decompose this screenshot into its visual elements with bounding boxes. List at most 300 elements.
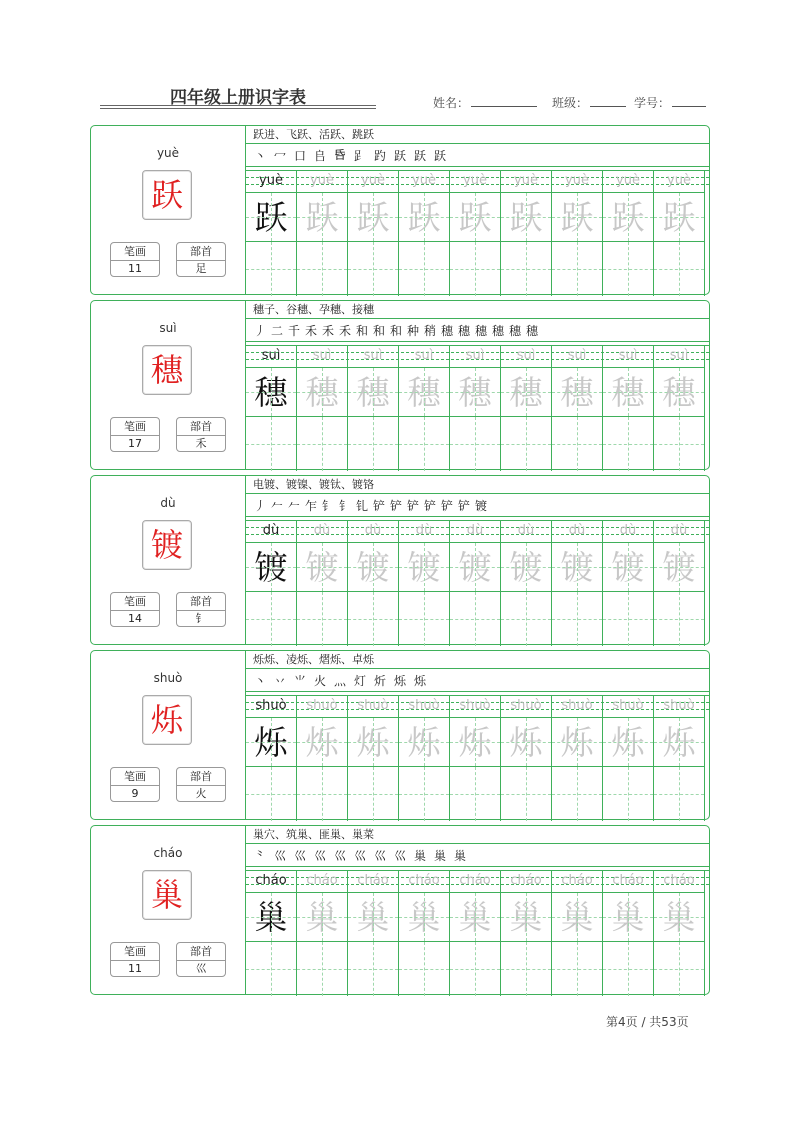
trace-cell[interactable] [501,367,552,416]
trace-cell[interactable] [348,542,399,591]
trace-cell[interactable] [348,192,399,241]
stroke-step: 和 [356,324,369,338]
trace-cell[interactable] [501,192,552,241]
name-blank[interactable] [471,94,537,107]
stroke-step: 𠂉 [271,499,284,513]
trace-cell[interactable] [450,367,501,416]
stroke-count-box [110,242,160,277]
practice-panel [246,126,709,294]
trace-character: 镀 [509,548,543,587]
blank-practice-cell[interactable] [603,241,654,296]
blank-practice-cell[interactable] [450,591,501,646]
pinyin-cell[interactable]: yuè [297,170,348,192]
example-words: 跃进、飞跃、活跃、跳跃 [246,126,709,144]
stroke-step: 铲 [373,499,386,513]
trace-character: 烁 [458,723,492,762]
blank-practice-cell[interactable] [399,941,450,996]
radical-label: 部首 [177,418,225,436]
trace-character: 穗 [254,373,288,412]
practice-panel [246,826,709,994]
blank-practice-cell[interactable] [348,766,399,821]
stroke-step: 口 [294,149,307,163]
trace-cell[interactable] [552,542,603,591]
pinyin-row [246,170,709,192]
radical-label: 部首 [177,768,225,786]
character: 烁 [150,701,183,739]
radical-box [176,767,226,802]
trace-cell[interactable] [399,892,450,941]
blank-practice-cell[interactable] [399,766,450,821]
stroke-count-box [110,942,160,977]
trace-cell[interactable] [654,542,705,591]
blank-practice-cell[interactable] [297,941,348,996]
character-box [142,695,192,745]
stroke-step: 丷 [274,674,287,688]
stroke-count-value: 11 [128,962,142,975]
blank-practice-cell[interactable] [450,941,501,996]
trace-character: 穗 [407,373,441,412]
pinyin-label: yuè [156,146,180,160]
stroke-step: 巛 [374,849,387,863]
pinyin-cell[interactable]: yuè [654,170,705,192]
trace-character: 巢 [356,898,390,937]
character-box [142,345,192,395]
trace-cell[interactable] [501,892,552,941]
blank-practice-cell[interactable] [501,241,552,296]
stroke-step: 丶 [254,149,267,163]
blank-practice-cell[interactable] [603,591,654,646]
trace-character: 跃 [458,198,492,237]
stroke-step: 和 [373,324,386,338]
trace-cell[interactable] [246,367,297,416]
stroke-step: 铲 [390,499,403,513]
trace-cell[interactable] [450,717,501,766]
blank-practice-cell[interactable] [348,941,399,996]
blank-practice-cell[interactable] [399,416,450,471]
trace-cell[interactable] [297,717,348,766]
stroke-order-row [246,669,709,692]
stroke-step: 二 [271,324,284,338]
trace-character: 烁 [560,723,594,762]
practice-panel [246,651,709,819]
trace-cell[interactable] [654,192,705,241]
class-blank[interactable] [590,94,626,107]
writing-grid [246,870,709,996]
pinyin-cell[interactable]: cháo [246,870,297,892]
stroke-step: ⺌ [294,674,307,688]
character-info-panel [91,301,246,469]
pinyin-cell[interactable]: shuò [501,695,552,717]
pinyin-cell[interactable]: dù [603,520,654,542]
name-field[interactable] [433,94,537,111]
trace-cell[interactable] [603,892,654,941]
trace-character: 跃 [611,198,645,237]
stroke-step: 趵 [374,149,387,163]
stroke-step: 烁 [394,674,407,688]
pinyin-label: dù [160,496,176,510]
pinyin-cell[interactable]: yuè [603,170,654,192]
pinyin-cell[interactable]: suì [348,345,399,367]
pinyin-cell[interactable]: suì [246,345,297,367]
radical-label: 部首 [177,243,225,261]
stroke-order-row [246,844,709,867]
pinyin-cell[interactable]: suì [297,345,348,367]
trace-character: 跃 [662,198,696,237]
pinyin-label: cháo [153,846,183,860]
number-field[interactable] [634,94,706,111]
radical-value: 足 [195,262,207,275]
blank-practice-cell[interactable] [501,941,552,996]
trace-character: 巢 [509,898,543,937]
stroke-step: 灯 [354,674,367,688]
character-card [90,475,710,645]
name-label: 姓名： [433,96,470,110]
stroke-step: 灬 [334,674,347,688]
trace-cell[interactable] [348,367,399,416]
pinyin-row [246,345,709,367]
trace-character: 镀 [458,548,492,587]
character-info-panel [91,476,246,644]
class-field[interactable] [552,94,626,111]
stroke-step: 千 [288,324,301,338]
blank-practice-cell[interactable] [450,241,501,296]
trace-cell[interactable] [246,192,297,241]
trace-cell[interactable] [348,717,399,766]
stroke-step: 铲 [407,499,420,513]
pinyin-cell[interactable]: shuò [552,695,603,717]
stroke-step: 巢 [454,849,467,863]
trace-cell[interactable] [297,542,348,591]
stroke-step: 炘 [374,674,387,688]
pinyin-cell[interactable]: shuò [399,695,450,717]
trace-cell[interactable] [552,717,603,766]
character: 巢 [150,876,183,914]
page-number: 第4页 / 共53页 [606,1015,689,1029]
pinyin-cell[interactable]: suì [552,345,603,367]
pinyin-cell[interactable]: dù [552,520,603,542]
trace-character: 烁 [356,723,390,762]
trace-character: 巢 [254,898,288,937]
character: 跃 [150,176,183,214]
trace-cell[interactable] [603,542,654,591]
pinyin-cell[interactable]: cháo [297,870,348,892]
trace-cell[interactable] [246,717,297,766]
stroke-step: 跃 [414,149,427,163]
trace-character: 巢 [662,898,696,937]
blank-practice-cell[interactable] [399,241,450,296]
trace-character: 跃 [254,198,288,237]
blank-practice-cell[interactable] [552,766,603,821]
pinyin-cell[interactable]: dù [246,520,297,542]
stroke-step: 铲 [441,499,454,513]
trace-character: 烁 [662,723,696,762]
trace-character: 烁 [305,723,339,762]
trace-cell[interactable] [399,192,450,241]
blank-practice-cell[interactable] [501,591,552,646]
character-card [90,650,710,820]
stroke-step: 巢 [414,849,427,863]
stroke-step: 铲 [424,499,437,513]
stroke-step: 穗 [441,324,454,338]
stroke-step: 丿 [254,499,267,513]
blank-practice-cell[interactable] [552,241,603,296]
stroke-count-box [110,592,160,627]
stroke-step: 穗 [509,324,522,338]
trace-character: 巢 [305,898,339,937]
stroke-step: 巛 [334,849,347,863]
pinyin-cell[interactable]: dù [450,520,501,542]
trace-character: 镀 [611,548,645,587]
writing-grid [246,170,709,296]
stroke-step: 巛 [294,849,307,863]
pinyin-cell[interactable]: dù [297,520,348,542]
pinyin-cell[interactable]: dù [399,520,450,542]
pinyin-cell[interactable]: yuè [246,170,297,192]
writing-grid [246,345,709,471]
trace-cell[interactable] [654,892,705,941]
stroke-step: 跃 [394,149,407,163]
stroke-count-value: 17 [128,437,142,450]
stroke-step: 禾 [305,324,318,338]
blank-practice-cell[interactable] [654,591,705,646]
writing-grid [246,520,709,646]
stroke-step: 巛 [354,849,367,863]
example-words: 巢穴、筑巢、匪巢、巢菜 [246,826,709,844]
blank-practice-cell[interactable] [552,591,603,646]
blank-practice-cell[interactable] [654,941,705,996]
blank-practice-cell[interactable] [654,416,705,471]
stroke-step: 铲 [458,499,471,513]
trace-character: 镀 [662,548,696,587]
trace-cell[interactable] [501,717,552,766]
trace-character: 烁 [254,723,288,762]
stroke-order-row [246,144,709,167]
blank-practice-cell[interactable] [348,416,399,471]
blank-practice-cell[interactable] [552,416,603,471]
character-card [90,125,710,295]
blank-practice-cell[interactable] [246,416,297,471]
trace-character: 穗 [458,373,492,412]
pinyin-cell[interactable]: cháo [399,870,450,892]
radical-box [176,942,226,977]
blank-practice-cell[interactable] [297,416,348,471]
pinyin-cell[interactable]: yuè [399,170,450,192]
radical-label: 部首 [177,943,225,961]
blank-practice-cell[interactable] [246,766,297,821]
trace-cell[interactable] [450,192,501,241]
trace-cell[interactable] [297,892,348,941]
pinyin-cell[interactable]: yuè [552,170,603,192]
stroke-count-box [110,417,160,452]
stroke-step: 巛 [314,849,327,863]
stroke-step: 𠂤 [314,149,327,163]
pinyin-cell[interactable]: yuè [348,170,399,192]
trace-character: 烁 [611,723,645,762]
stroke-step: 乍 [305,499,318,513]
writing-grid [246,695,709,821]
trace-cell[interactable] [654,717,705,766]
pinyin-cell[interactable]: shuò [654,695,705,717]
trace-character: 穗 [662,373,696,412]
pinyin-row [246,520,709,542]
trace-character: 跃 [356,198,390,237]
pinyin-cell[interactable]: suì [501,345,552,367]
trace-character: 烁 [509,723,543,762]
trace-character: 镀 [407,548,441,587]
trace-cell[interactable] [348,892,399,941]
trace-character: 镀 [560,548,594,587]
trace-cell[interactable] [654,367,705,416]
blank-practice-cell[interactable] [552,941,603,996]
stroke-step: 穗 [475,324,488,338]
blank-practice-cell[interactable] [246,591,297,646]
blank-practice-cell[interactable] [348,591,399,646]
pinyin-cell[interactable]: cháo [603,870,654,892]
stroke-step: 巛 [274,849,287,863]
blank-practice-cell[interactable] [450,416,501,471]
pinyin-label: shuò [153,671,183,685]
class-label: 班级： [552,96,589,110]
trace-character: 烁 [407,723,441,762]
pinyin-cell[interactable]: suì [654,345,705,367]
trace-character: 穗 [560,373,594,412]
trace-character: 跃 [560,198,594,237]
trace-cell[interactable] [603,717,654,766]
pinyin-cell[interactable]: shuò [603,695,654,717]
blank-practice-cell[interactable] [603,941,654,996]
trace-cell[interactable] [399,367,450,416]
pinyin-cell[interactable]: cháo [501,870,552,892]
blank-practice-cell[interactable] [297,241,348,296]
stroke-step: 𧾷 [354,149,367,163]
trace-cell[interactable] [603,192,654,241]
number-label: 学号： [634,96,671,110]
stroke-step: 巛 [394,849,407,863]
radical-value: 火 [195,787,207,800]
pinyin-cell[interactable]: suì [450,345,501,367]
stroke-order-row [246,494,709,517]
trace-character: 跃 [509,198,543,237]
blank-practice-cell[interactable] [399,591,450,646]
trace-cell[interactable] [450,892,501,941]
stroke-step: 丿 [254,324,267,338]
radical-box [176,417,226,452]
trace-cell[interactable] [297,192,348,241]
page-title: 四年级上册识字表 [170,88,306,108]
pinyin-cell[interactable]: cháo [348,870,399,892]
stroke-step: 种 [407,324,420,338]
stroke-step: 烁 [414,674,427,688]
pinyin-cell[interactable]: yuè [501,170,552,192]
trace-character: 镀 [254,548,288,587]
blank-practice-cell[interactable] [603,766,654,821]
trace-cell[interactable] [399,542,450,591]
number-blank[interactable] [672,94,706,107]
trace-character: 巢 [560,898,594,937]
stroke-step: 穗 [526,324,539,338]
practice-panel [246,301,709,469]
pinyin-cell[interactable]: suì [399,345,450,367]
blank-practice-cell[interactable] [603,416,654,471]
pinyin-cell[interactable]: cháo [654,870,705,892]
pinyin-cell[interactable]: dù [348,520,399,542]
trace-character: 镀 [305,548,339,587]
trace-character: 穗 [509,373,543,412]
blank-practice-cell[interactable] [297,766,348,821]
stroke-count-value: 9 [131,787,139,800]
trace-cell[interactable] [246,542,297,591]
trace-cell[interactable] [501,542,552,591]
character-card [90,300,710,470]
trace-character: 巢 [458,898,492,937]
pinyin-row [246,695,709,717]
pinyin-cell[interactable]: yuè [450,170,501,192]
character-info-panel [91,651,246,819]
radical-value: 巛 [195,962,207,975]
pinyin-cell[interactable]: suì [603,345,654,367]
character: 穗 [150,351,183,389]
pinyin-cell[interactable]: dù [654,520,705,542]
pinyin-label: suì [159,321,177,335]
title-rule [100,105,376,106]
radical-label: 部首 [177,593,225,611]
trace-cell[interactable] [246,892,297,941]
blank-practice-cell[interactable] [297,591,348,646]
practice-panel [246,476,709,644]
radical-box [176,592,226,627]
character-box [142,520,192,570]
pinyin-cell[interactable]: cháo [450,870,501,892]
blank-practice-cell[interactable] [348,241,399,296]
trace-character: 穗 [305,373,339,412]
stroke-step: 禾 [339,324,352,338]
blank-practice-cell[interactable] [501,416,552,471]
character-box [142,170,192,220]
trace-cell[interactable] [450,542,501,591]
pinyin-cell[interactable]: shuò [246,695,297,717]
stroke-step: 镀 [475,499,488,513]
stroke-step: 禾 [322,324,335,338]
blank-practice-cell[interactable] [246,941,297,996]
character-info-panel [91,126,246,294]
trace-character: 巢 [407,898,441,937]
pinyin-cell[interactable]: shuò [348,695,399,717]
trace-cell[interactable] [552,892,603,941]
pinyin-cell[interactable]: dù [501,520,552,542]
stroke-count-value: 14 [128,612,142,625]
pinyin-cell[interactable]: cháo [552,870,603,892]
blank-practice-cell[interactable] [246,241,297,296]
pinyin-cell[interactable]: shuò [450,695,501,717]
blank-practice-cell[interactable] [654,766,705,821]
page-header [0,0,800,120]
trace-cell[interactable] [552,367,603,416]
stroke-step: 𠯑 [334,148,347,162]
blank-practice-cell[interactable] [654,241,705,296]
trace-cell[interactable] [603,367,654,416]
blank-practice-cell[interactable] [501,766,552,821]
trace-cell[interactable] [552,192,603,241]
stroke-count-value: 11 [128,262,142,275]
blank-practice-cell[interactable] [450,766,501,821]
trace-cell[interactable] [399,717,450,766]
pinyin-cell[interactable]: shuò [297,695,348,717]
trace-character: 穗 [356,373,390,412]
stroke-step: 跃 [434,149,447,163]
trace-cell[interactable] [297,367,348,416]
trace-character: 穗 [611,373,645,412]
trace-character: 跃 [305,198,339,237]
